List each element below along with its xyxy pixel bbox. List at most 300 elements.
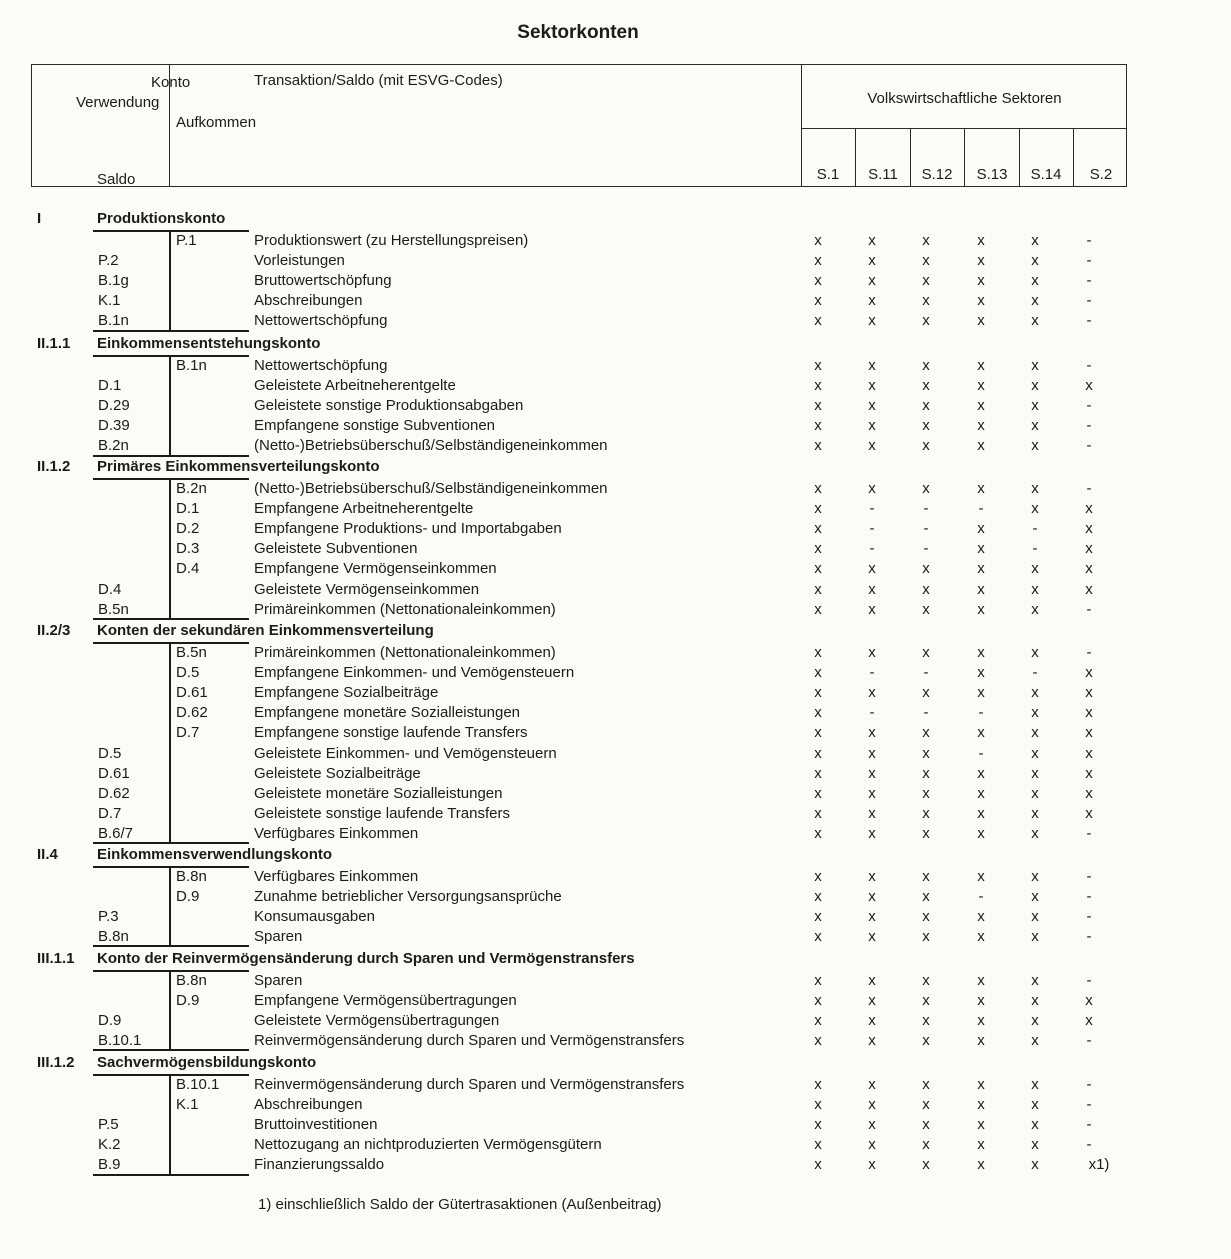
sector-mark: x <box>977 928 985 946</box>
transaction-description: Primäreinkommen (Nettonationaleinkommen) <box>254 644 556 661</box>
transaction-description: Verfügbares Einkommen <box>254 868 419 885</box>
sector-mark: x <box>814 664 822 682</box>
table-row <box>0 356 1231 376</box>
sector-mark: x <box>1085 724 1093 742</box>
table-row <box>0 1095 1231 1115</box>
section-header <box>0 457 1231 477</box>
sector-mark: x <box>814 724 822 742</box>
transaction-description: Geleistete Vermögensübertragungen <box>254 1012 500 1030</box>
sector-mark: x <box>977 540 985 558</box>
table-row <box>0 539 1231 559</box>
transaction-description: Bruttowertschöpfung <box>254 272 392 290</box>
table-row <box>0 703 1231 723</box>
section-title: Sachvermögensbildungskonto <box>97 1054 317 1071</box>
sector-mark: x <box>977 357 985 374</box>
transaction-description: Empfangene monetäre Sozialleistungen <box>254 704 521 722</box>
section-header <box>0 1053 1231 1073</box>
sector-mark: x <box>814 804 822 822</box>
sector-mark: x <box>1031 357 1039 374</box>
sector-mark: - <box>1086 908 1092 926</box>
sector-mark: - <box>869 500 875 518</box>
transaction-description: Geleistete Subventionen <box>254 540 418 558</box>
sector-mark: x <box>868 1096 876 1114</box>
sector-mark: x <box>922 397 930 415</box>
sector-mark: x <box>977 377 985 395</box>
sector-mark: - <box>978 888 984 906</box>
sector-mark: x <box>1031 272 1039 290</box>
table-row <box>0 683 1231 703</box>
sector-mark: x <box>814 1076 822 1093</box>
sector-mark: x <box>1031 292 1039 310</box>
header-saldo: Saldo <box>97 171 136 188</box>
sector-mark: - <box>1086 1116 1092 1134</box>
sector-mark: x <box>814 764 822 782</box>
sector-mark: x <box>1085 1012 1093 1030</box>
section-number: III.1.2 <box>37 1054 75 1071</box>
sector-mark: - <box>978 704 984 722</box>
resource-code: P.1 <box>176 232 197 249</box>
sector-mark: x <box>868 744 876 762</box>
sector-mark: x <box>977 1076 985 1093</box>
sector-mark: - <box>978 744 984 762</box>
sector-mark: x <box>1085 500 1093 518</box>
section-number: II.4 <box>37 846 58 863</box>
sector-mark: x <box>1085 664 1093 682</box>
sector-mark: x <box>868 600 876 618</box>
sector-mark: x <box>814 1032 822 1050</box>
section-title: Konto der Reinvermögensänderung durch Sparen und Vermögenstransfers <box>97 950 635 967</box>
sector-mark: x <box>922 644 930 661</box>
transaction-description: Empfangene sonstige laufende Transfers <box>254 724 528 742</box>
transaction-description: Primäreinkommen (Nettonationaleinkommen) <box>254 600 556 618</box>
table-row <box>0 804 1231 824</box>
sector-mark: x <box>1031 1136 1039 1154</box>
sector-mark: x <box>1031 724 1039 742</box>
header-konto: Konto <box>151 74 191 91</box>
sector-mark: - <box>1086 1032 1092 1050</box>
sector-mark: x <box>814 744 822 762</box>
sector-mark: x <box>922 804 930 822</box>
sector-mark: x <box>1031 397 1039 415</box>
sector-mark: x <box>977 232 985 249</box>
sector-mark: x <box>1031 744 1039 762</box>
sector-mark: x <box>1085 684 1093 702</box>
transaction-description: Konsumausgaben <box>254 908 375 926</box>
sector-mark: x1) <box>1088 1156 1110 1174</box>
sector-mark: x <box>814 540 822 558</box>
saldo-rule <box>93 945 249 947</box>
sector-mark: x <box>1031 560 1039 578</box>
sector-mark: x <box>922 580 930 598</box>
sector-mark: x <box>1085 704 1093 722</box>
sector-mark: x <box>977 480 985 497</box>
section-header <box>0 209 1231 229</box>
sector-mark: x <box>922 272 930 290</box>
saldo-rule <box>93 842 249 844</box>
sector-mark: x <box>977 868 985 885</box>
table-row <box>0 1075 1231 1095</box>
sector-mark: - <box>1086 480 1092 497</box>
table-row <box>0 1155 1231 1175</box>
header-aufkommen: Aufkommen <box>176 114 257 131</box>
sector-mark: x <box>922 992 930 1010</box>
transaction-description: Empfangene Sozialbeiträge <box>254 684 439 702</box>
table-row <box>0 231 1231 251</box>
sector-mark: x <box>1031 784 1039 802</box>
table-row <box>0 744 1231 764</box>
transaction-description: Empfangene Produktions- und Importabgaben <box>254 520 562 538</box>
header-verwendung: Verwendung <box>76 94 160 111</box>
sector-mark: x <box>977 252 985 270</box>
sector-mark: x <box>1031 992 1039 1010</box>
transaction-description: Abschreibungen <box>254 292 363 310</box>
resource-code: D.9 <box>176 888 200 906</box>
sector-mark: x <box>922 1012 930 1030</box>
sector-mark: - <box>1086 397 1092 415</box>
sector-mark: x <box>868 972 876 989</box>
sector-mark: x <box>1031 764 1039 782</box>
use-code: P.3 <box>98 908 119 926</box>
sector-mark: - <box>978 500 984 518</box>
sector-mark: x <box>868 312 876 330</box>
sector-mark: x <box>814 1136 822 1154</box>
page-title: Sektorkonten <box>517 22 639 43</box>
transaction-description: Empfangene Arbeitneherentgelte <box>254 500 474 518</box>
use-code: D.39 <box>98 417 130 435</box>
table-row <box>0 479 1231 499</box>
sector-mark: x <box>1031 252 1039 270</box>
sector-mark: x <box>868 580 876 598</box>
resource-code: D.62 <box>176 704 208 722</box>
use-code: D.7 <box>98 804 122 822</box>
sector-mark: x <box>977 417 985 435</box>
sector-mark: x <box>977 560 985 578</box>
sector-mark: x <box>922 560 930 578</box>
sector-mark: - <box>1086 1076 1092 1093</box>
use-code: B.1g <box>98 272 129 290</box>
transaction-description: Nettowertschöpfung <box>254 312 388 330</box>
sector-mark: x <box>1031 908 1039 926</box>
sector-mark: x <box>922 824 930 842</box>
sector-mark: - <box>1086 292 1092 310</box>
sector-mark: x <box>922 724 930 742</box>
sector-mark: x <box>977 664 985 682</box>
sector-mark: - <box>923 500 929 518</box>
sector-mark: x <box>814 784 822 802</box>
sector-mark: x <box>868 684 876 702</box>
sector-mark: - <box>1086 600 1092 618</box>
transaction-description: Vorleistungen <box>254 252 345 270</box>
sector-mark: x <box>1031 1076 1039 1093</box>
section-header <box>0 949 1231 969</box>
transaction-description: Produktionswert (zu Herstellungspreisen) <box>254 232 529 249</box>
transaction-description: Geleistete sonstige Produktionsabgaben <box>254 397 524 415</box>
sector-mark: - <box>1032 520 1038 538</box>
account-divider <box>169 971 171 1049</box>
section-number: II.1.2 <box>37 458 71 475</box>
use-code: D.61 <box>98 764 130 782</box>
resource-code: D.9 <box>176 992 200 1010</box>
transaction-description: Empfangene sonstige Subventionen <box>254 417 496 435</box>
sector-mark: - <box>1086 644 1092 661</box>
sector-mark: x <box>868 272 876 290</box>
sector-mark: x <box>1085 520 1093 538</box>
sector-mark: x <box>1031 888 1039 906</box>
sector-mark: x <box>814 377 822 395</box>
use-code: K.1 <box>98 292 121 310</box>
sector-mark: x <box>814 644 822 661</box>
sector-mark: x <box>1085 764 1093 782</box>
sector-mark: - <box>1086 972 1092 989</box>
transaction-description: Verfügbares Einkommen <box>254 824 419 842</box>
account-divider <box>169 479 171 618</box>
sector-mark: x <box>868 908 876 926</box>
transaction-description: (Netto-)Betriebsüberschuß/Selbständigeneinkommen <box>254 480 608 497</box>
table-row <box>0 376 1231 396</box>
use-code: B.5n <box>98 600 129 618</box>
sector-mark: x <box>814 684 822 702</box>
use-code: B.6/7 <box>98 824 134 842</box>
sector-mark: x <box>868 888 876 906</box>
resource-code: D.1 <box>176 500 200 518</box>
use-code: D.29 <box>98 397 130 415</box>
table-row <box>0 436 1231 456</box>
resource-code: D.5 <box>176 664 200 682</box>
sector-mark: x <box>922 232 930 249</box>
footnote: 1) einschließlich Saldo der Gütertrasaktionen (Außenbeitrag) <box>258 1196 662 1213</box>
sector-mark: x <box>868 357 876 374</box>
sector-mark: x <box>868 1156 876 1174</box>
resource-code: D.2 <box>176 520 200 538</box>
section-number: II.1.1 <box>37 335 71 352</box>
section-title: Einkommensverwendlungskonto <box>97 846 333 863</box>
section-number: II.2/3 <box>37 622 71 639</box>
sector-s11: S.11 <box>868 166 898 183</box>
sector-mark: x <box>922 684 930 702</box>
sector-mark: x <box>977 992 985 1010</box>
sector-mark: x <box>1085 744 1093 762</box>
saldo-rule <box>93 330 249 332</box>
table-row <box>0 519 1231 539</box>
sector-mark: x <box>922 1116 930 1134</box>
sector-mark: x <box>977 1096 985 1114</box>
sector-mark: x <box>814 1012 822 1030</box>
table-row <box>0 867 1231 887</box>
sector-mark: x <box>977 292 985 310</box>
table-row <box>0 971 1231 991</box>
sector-mark: x <box>814 908 822 926</box>
resource-code: B.5n <box>176 644 207 661</box>
saldo-rule <box>93 618 249 620</box>
transaction-description: Geleistete Sozialbeiträge <box>254 764 421 782</box>
sector-mark: x <box>977 784 985 802</box>
sector-mark: x <box>868 417 876 435</box>
sector-mark: x <box>922 928 930 946</box>
sector-mark: x <box>814 292 822 310</box>
sector-mark: x <box>977 972 985 989</box>
use-code: D.4 <box>98 580 122 598</box>
sector-mark: x <box>868 232 876 249</box>
table-row <box>0 663 1231 683</box>
sector-mark: x <box>1031 684 1039 702</box>
table-row <box>0 1011 1231 1031</box>
sector-mark: x <box>922 764 930 782</box>
sector-mark: x <box>814 480 822 497</box>
sector-mark: x <box>922 784 930 802</box>
sector-mark: x <box>1031 312 1039 330</box>
sector-mark: x <box>814 704 822 722</box>
sector-mark: x <box>1085 377 1093 395</box>
sector-mark: x <box>977 908 985 926</box>
sector-mark: x <box>814 1156 822 1174</box>
table-row <box>0 887 1231 907</box>
sector-mark: - <box>1086 868 1092 885</box>
sector-mark: x <box>977 397 985 415</box>
sector-mark: x <box>814 868 822 885</box>
sector-mark: - <box>1086 437 1092 455</box>
sector-mark: x <box>922 1076 930 1093</box>
resource-code: B.10.1 <box>176 1076 220 1093</box>
table-row <box>0 291 1231 311</box>
sector-mark: x <box>922 1136 930 1154</box>
transaction-description: Geleistete Vermögenseinkommen <box>254 580 480 598</box>
resource-code: B.2n <box>176 480 207 497</box>
table-row <box>0 723 1231 743</box>
transaction-description: Geleistete sonstige laufende Transfers <box>254 804 510 822</box>
sector-mark: x <box>977 1136 985 1154</box>
sector-mark: - <box>1086 888 1092 906</box>
sector-mark: - <box>869 704 875 722</box>
table-row <box>0 559 1231 579</box>
sector-mark: x <box>1085 580 1093 598</box>
table-row <box>0 764 1231 784</box>
sector-mark: x <box>977 824 985 842</box>
sector-mark: x <box>814 357 822 374</box>
section-number: I <box>37 210 42 227</box>
table-row <box>0 600 1231 620</box>
saldo-rule <box>93 1174 249 1176</box>
transaction-description: Geleistete Einkommen- und Vemögensteuern <box>254 744 557 762</box>
transaction-description: Empfangene Vermögensübertragungen <box>254 992 517 1010</box>
sector-mark: x <box>977 764 985 782</box>
transaction-description: Zunahme betrieblicher Versorgungsansprüche <box>254 888 562 906</box>
transaction-description: Abschreibungen <box>254 1096 363 1114</box>
account-divider <box>169 643 171 842</box>
saldo-rule <box>93 1049 249 1051</box>
sector-mark: x <box>1031 824 1039 842</box>
transaction-description: Reinvermögensänderung durch Sparen und Vermögenstransfers <box>254 1032 685 1050</box>
transaction-description: Sparen <box>254 928 303 946</box>
sector-mark: x <box>814 580 822 598</box>
header-transaktion: Transaktion/Saldo (mit ESVG-Codes) <box>254 72 503 89</box>
sector-mark: x <box>868 764 876 782</box>
sector-mark: x <box>1031 1096 1039 1114</box>
section-header <box>0 334 1231 354</box>
transaction-description: Geleistete Arbeitneherentgelte <box>254 377 456 395</box>
sector-mark: x <box>868 1136 876 1154</box>
section-title: Primäres Einkommensverteilungskonto <box>97 458 380 475</box>
sector-mark: x <box>868 868 876 885</box>
sector-mark: - <box>1086 1136 1092 1154</box>
sector-mark: x <box>922 437 930 455</box>
sector-mark: - <box>923 664 929 682</box>
table-row <box>0 416 1231 436</box>
sector-mark: - <box>1086 417 1092 435</box>
sector-s2: S.2 <box>1089 166 1113 183</box>
section-number: III.1.1 <box>37 950 75 967</box>
sector-mark: x <box>977 312 985 330</box>
sector-mark: x <box>814 397 822 415</box>
section-header <box>0 621 1231 641</box>
sector-mark: x <box>1031 377 1039 395</box>
sector-mark: x <box>1031 1012 1039 1030</box>
sector-mark: - <box>923 540 929 558</box>
sector-mark: - <box>1086 312 1092 330</box>
use-code: B.9 <box>98 1156 121 1174</box>
resource-code: D.4 <box>176 560 200 578</box>
account-divider <box>169 231 171 330</box>
sector-mark: x <box>922 377 930 395</box>
sector-mark: x <box>868 644 876 661</box>
table-row <box>0 991 1231 1011</box>
sector-mark: x <box>814 252 822 270</box>
sector-mark: x <box>922 908 930 926</box>
sector-mark: x <box>1085 992 1093 1010</box>
sector-mark: x <box>1031 600 1039 618</box>
sector-mark: x <box>922 1096 930 1114</box>
sector-mark: - <box>1032 540 1038 558</box>
header-sektoren: Volkswirtschaftliche Sektoren <box>867 90 1062 107</box>
transaction-description: Empfangene Vermögenseinkommen <box>254 560 497 578</box>
use-code: B.8n <box>98 928 129 946</box>
sector-mark: x <box>1085 804 1093 822</box>
sector-mark: x <box>922 888 930 906</box>
sector-mark: x <box>1031 232 1039 249</box>
sector-mark: x <box>922 417 930 435</box>
sector-mark: x <box>814 888 822 906</box>
sector-mark: x <box>814 824 822 842</box>
table-row <box>0 643 1231 663</box>
transaction-description: Empfangene Einkommen- und Vemögensteuern <box>254 664 575 682</box>
sector-mark: x <box>1085 540 1093 558</box>
sector-mark: x <box>922 972 930 989</box>
resource-code: D.61 <box>176 684 208 702</box>
sector-mark: x <box>868 992 876 1010</box>
transaction-description: Reinvermögensänderung durch Sparen und Vermögenstransfers <box>254 1076 685 1093</box>
table-row <box>0 927 1231 947</box>
sector-mark: x <box>814 560 822 578</box>
sector-mark: x <box>1031 928 1039 946</box>
sector-mark: x <box>922 1156 930 1174</box>
sector-mark: x <box>977 684 985 702</box>
use-code: D.1 <box>98 377 122 395</box>
sector-mark: x <box>922 292 930 310</box>
sector-mark: x <box>814 1096 822 1114</box>
table-row <box>0 251 1231 271</box>
use-code: B.1n <box>98 312 129 330</box>
sector-mark: x <box>977 1032 985 1050</box>
sector-mark: x <box>814 1116 822 1134</box>
sector-mark: - <box>1086 928 1092 946</box>
sector-mark: x <box>814 992 822 1010</box>
sector-mark: x <box>814 272 822 290</box>
sector-mark: x <box>868 804 876 822</box>
sector-mark: x <box>868 560 876 578</box>
resource-code: D.3 <box>176 540 200 558</box>
sector-mark: - <box>1086 824 1092 842</box>
sector-mark: - <box>1086 357 1092 374</box>
table-row <box>0 824 1231 844</box>
